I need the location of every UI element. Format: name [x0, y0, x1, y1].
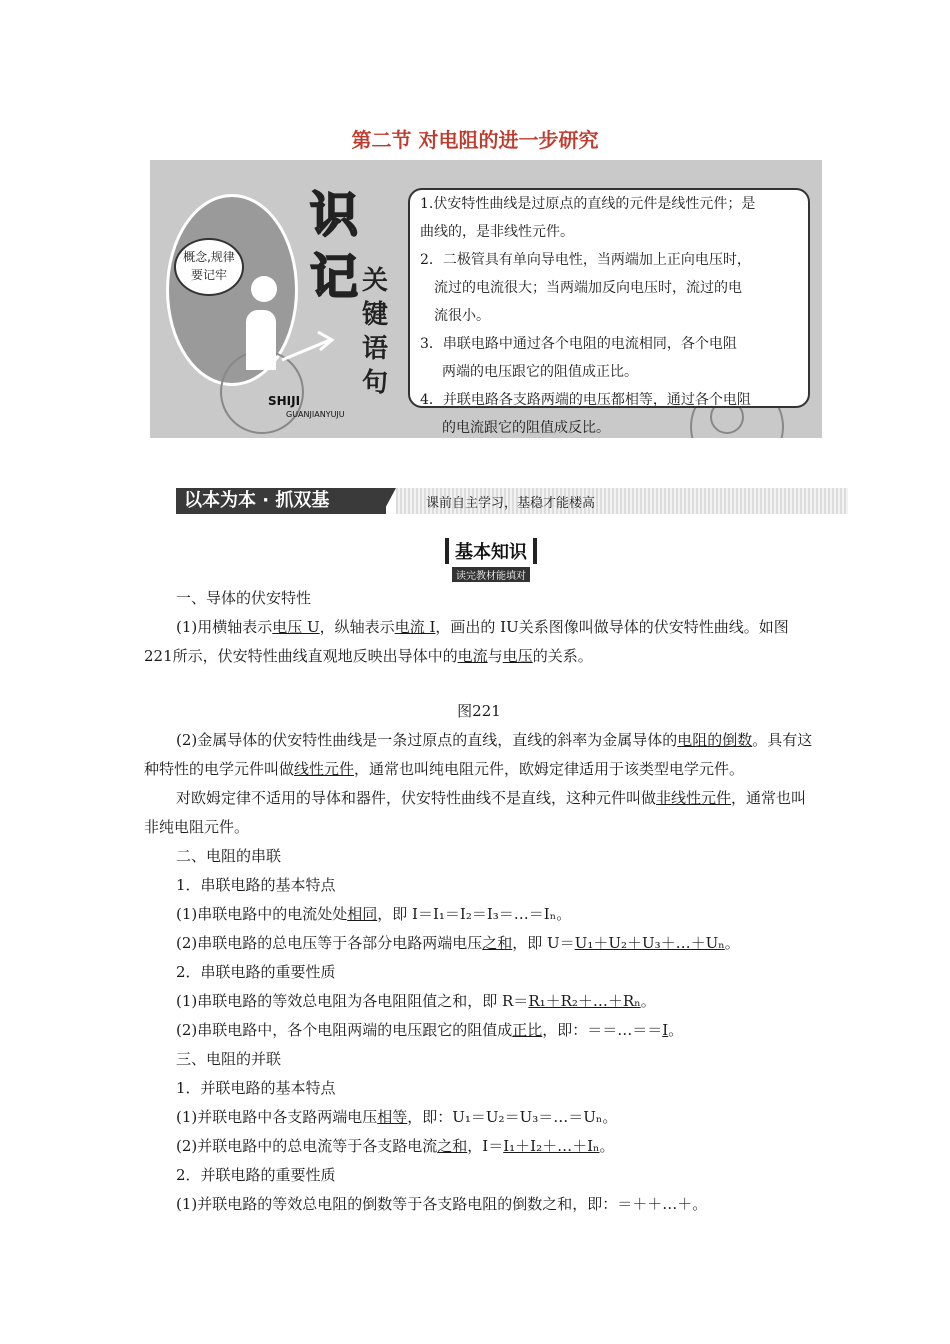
text: (2)串联电路中，各个电阻两端的电压跟它的阻值成 — [176, 1021, 513, 1039]
text: 的关系。 — [532, 647, 593, 665]
subheading: 2．并联电路的重要性质 — [176, 1166, 336, 1184]
text: ，即 I＝I₁＝I₂＝I₃＝…＝Iₙ。 — [377, 905, 572, 923]
vertical-char: 关 — [362, 266, 389, 296]
paragraph — [144, 726, 814, 784]
text: ，即 U＝ — [512, 934, 575, 952]
vertical-heading — [362, 264, 388, 400]
fill-answer: 相等 — [377, 1108, 408, 1126]
text: (2)金属导体的伏安特性曲线是一条过原点的直线，直线的斜率为金属导体的 — [176, 731, 678, 749]
knowledge-title: 基本知识 — [445, 538, 537, 564]
fill-answer: I — [662, 1021, 669, 1039]
arrow-icon — [280, 320, 340, 370]
key-point-line: 曲线的，是非线性元件。 — [420, 224, 574, 240]
big-character: 记 — [310, 249, 359, 305]
text: (1)串联电路的等效总电阻为各电阻阻值之和，即 R＝ — [176, 992, 529, 1010]
fill-answer: 之和 — [437, 1137, 468, 1155]
fill-answer: 之和 — [482, 934, 513, 952]
text: (1)并联电路中各支路两端电压 — [176, 1108, 378, 1126]
heading-3: 三、电阻的并联 — [176, 1050, 282, 1068]
paragraph — [144, 784, 814, 842]
text: 。 — [640, 992, 656, 1010]
vertical-char: 句 — [362, 368, 389, 398]
key-point-line: 1.伏安特性曲线是过原点的直线的元件是线性元件；是 — [420, 196, 756, 212]
text: ，I＝ — [467, 1137, 504, 1155]
bubble-line: 概念,规律 — [183, 250, 235, 264]
text: ，通常也叫非纯电阻元件。 — [144, 789, 807, 836]
big-character: 识 — [310, 187, 359, 243]
subheading: 1．并联电路的基本特点 — [176, 1079, 336, 1097]
section-divider — [382, 488, 396, 514]
text: 对欧姆定律不适用的导体和器件，伏安特性曲线不是直线，这种元件叫做 — [176, 789, 657, 807]
knowledge-box-title — [426, 538, 556, 583]
fill-answer: 相同 — [347, 905, 378, 923]
heading-1: 一、导体的伏安特性 — [176, 589, 312, 607]
key-point-line: 的电流跟它的阻值成反比。 — [442, 420, 610, 436]
subheading: 1．串联电路的基本特点 — [176, 876, 336, 894]
paragraph — [144, 929, 814, 958]
text: 。 — [599, 1137, 615, 1155]
key-point-line: 两端的电压跟它的阻值成正比。 — [442, 364, 638, 380]
main-content — [144, 584, 814, 1219]
fill-answer: 电压 — [502, 647, 533, 665]
key-sentences-banner — [150, 160, 822, 438]
text: (2)并联电路中的总电流等于各支路电流 — [176, 1137, 438, 1155]
text: ，通常也叫纯电阻元件，欧姆定律适用于该类型电学元件。 — [354, 760, 745, 778]
text: 。具有这种特性的电学元件叫做 — [144, 731, 813, 778]
figure-caption: 图221 — [457, 702, 501, 720]
text: 。 — [668, 1021, 684, 1039]
text: 。 — [724, 934, 740, 952]
key-point-line: 3．串联电路中通过各个电阻的电流相同，各个电阻 — [420, 336, 737, 352]
paragraph: (1)并联电路的等效总电阻的倒数等于各支路电阻的倒数之和，即：＝＋＋…＋。 — [176, 1195, 708, 1213]
paragraph — [144, 613, 814, 671]
fill-answer: U₁＋U₂＋U₃＋…＋Uₙ — [574, 934, 725, 952]
fill-answer: 非线性元件 — [656, 789, 732, 807]
key-point-line: 流过的电流很大；当两端加反向电压时，流过的电 — [434, 280, 742, 296]
bubble-line: 要记牢 — [190, 268, 227, 282]
text: 与 — [487, 647, 503, 665]
vertical-char: 语 — [362, 334, 389, 364]
person-icon — [251, 276, 277, 302]
paragraph — [144, 1103, 814, 1132]
text: ，纵轴表示 — [319, 618, 395, 636]
fill-answer: R₁＋R₂＋…＋Rₙ — [528, 992, 641, 1010]
fill-answer: 电阻的倒数 — [677, 731, 753, 749]
text: (1)用横轴表示 — [176, 618, 273, 636]
text: (1)串联电路中的电流处处 — [176, 905, 348, 923]
section-header-bar — [176, 488, 848, 514]
paragraph — [144, 987, 814, 1016]
fill-answer: 电压 U — [272, 618, 320, 636]
key-point-line: 2．二极管具有单向导电性，当两端加上正向电压时， — [420, 252, 751, 268]
text: ，即：＝＝…＝＝ — [542, 1021, 663, 1039]
key-point-line: 流很小。 — [434, 308, 490, 324]
fill-answer: I₁＋I₂＋…＋Iₙ — [503, 1137, 600, 1155]
page-title: 第二节 对电阻的进一步研究 — [351, 128, 599, 152]
fill-answer: 电流 — [457, 647, 488, 665]
text: (2)串联电路的总电压等于各部分电路两端电压 — [176, 934, 483, 952]
fill-answer: 线性元件 — [294, 760, 355, 778]
vertical-char: 键 — [362, 300, 389, 330]
paragraph — [144, 900, 814, 929]
logo-subtext: GUANJIANYUJU — [286, 410, 345, 419]
key-points-box — [408, 188, 810, 436]
section-label: 以本为本 · 抓双基 — [176, 488, 386, 514]
fill-answer: 电流 I — [394, 618, 436, 636]
text: ，即：U₁＝U₂＝U₃＝…＝Uₙ。 — [407, 1108, 618, 1126]
logo-text: SHIJI — [268, 394, 301, 408]
speech-bubble — [174, 238, 244, 296]
fill-answer: 正比 — [512, 1021, 543, 1039]
paragraph — [144, 1016, 814, 1045]
key-point-line: 4．并联电路各支路两端的电压都相等，通过各个电阻 — [420, 392, 751, 408]
knowledge-subtitle: 读完教材能填对 — [452, 567, 530, 582]
subheading: 2．串联电路的重要性质 — [176, 963, 336, 981]
section-subtitle: 课前自主学习，基稳才能楼高 — [426, 496, 596, 511]
heading-2: 二、电阻的串联 — [176, 847, 282, 865]
person-icon — [246, 310, 276, 370]
paragraph — [144, 1132, 814, 1161]
text: ，画出的 IU关系图像叫做导体的伏安特性曲线。如图221所示，伏安特性曲线直观地反映出导体中的 — [144, 618, 789, 665]
